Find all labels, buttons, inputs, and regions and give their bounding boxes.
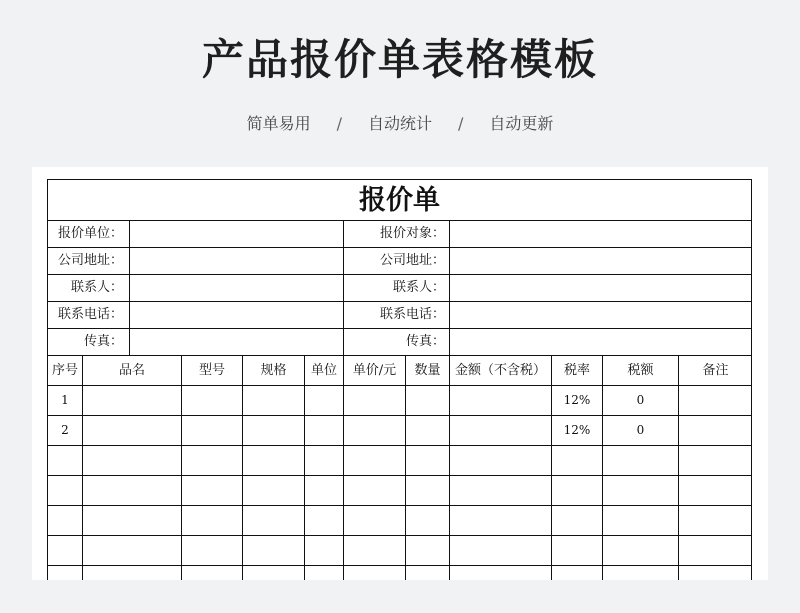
info-label-left[interactable]: 传真： — [83, 334, 123, 349]
table-cell[interactable] — [83, 446, 181, 475]
table-cell[interactable] — [182, 476, 242, 505]
tax-amount-cell[interactable]: 0 — [636, 393, 645, 407]
info-value-right[interactable] — [451, 248, 750, 274]
table-cell[interactable] — [450, 416, 551, 445]
info-value-right[interactable] — [451, 329, 750, 355]
table-cell[interactable] — [182, 386, 242, 415]
grid-line-info-col — [343, 220, 344, 355]
row-number-cell[interactable]: 1 — [61, 393, 69, 407]
table-cell[interactable] — [450, 506, 551, 535]
info-value-left[interactable] — [131, 248, 341, 274]
row-number-cell[interactable] — [48, 536, 82, 565]
info-label-right[interactable]: 公司地址： — [379, 253, 445, 268]
tax-rate-cell[interactable] — [552, 506, 602, 535]
grid-line-item-row — [47, 565, 752, 566]
tax-rate-cell[interactable] — [552, 536, 602, 565]
table-cell[interactable] — [450, 536, 551, 565]
table-cell[interactable] — [406, 446, 449, 475]
table-cell[interactable] — [182, 416, 242, 445]
table-cell[interactable] — [406, 416, 449, 445]
table-header-cell[interactable]: 数量 — [414, 363, 441, 378]
table-cell[interactable] — [679, 416, 752, 445]
table-cell[interactable] — [305, 386, 343, 415]
table-header-cell[interactable]: 税率 — [563, 363, 590, 378]
table-cell[interactable] — [679, 506, 752, 535]
info-label-left[interactable]: 公司地址： — [57, 253, 123, 268]
page-title: 产品报价单表格模板 — [201, 35, 598, 84]
table-cell[interactable] — [450, 476, 551, 505]
spreadsheet-card — [32, 167, 768, 580]
table-cell[interactable] — [344, 536, 405, 565]
table-cell[interactable] — [182, 536, 242, 565]
table-cell[interactable] — [344, 476, 405, 505]
table-cell[interactable] — [182, 506, 242, 535]
info-label-right[interactable]: 联系电话： — [379, 307, 445, 322]
info-label-left[interactable]: 联系人： — [70, 280, 123, 295]
tax-amount-cell[interactable] — [603, 536, 678, 565]
table-cell[interactable] — [344, 506, 405, 535]
table-cell[interactable] — [679, 386, 752, 415]
table-cell[interactable] — [83, 386, 181, 415]
table-cell[interactable] — [83, 506, 181, 535]
row-number-cell[interactable] — [48, 476, 82, 505]
tax-amount-cell[interactable] — [603, 446, 678, 475]
table-header-cell[interactable]: 金额（不含税） — [454, 363, 546, 378]
grid-line-top — [47, 179, 752, 180]
subtitle-separator: / — [458, 114, 464, 133]
info-value-right[interactable] — [451, 302, 750, 328]
info-label-left[interactable]: 报价单位： — [57, 226, 123, 241]
row-number-cell[interactable]: 2 — [61, 423, 69, 437]
table-cell[interactable] — [450, 446, 551, 475]
table-cell[interactable] — [679, 536, 752, 565]
row-number-cell[interactable] — [48, 446, 82, 475]
table-header-cell[interactable]: 规格 — [260, 363, 287, 378]
table-cell[interactable] — [243, 386, 304, 415]
info-value-left[interactable] — [131, 221, 341, 247]
table-cell[interactable] — [406, 536, 449, 565]
info-label-right[interactable]: 联系人： — [392, 280, 445, 295]
sheet-title: 报价单 — [359, 185, 440, 216]
table-cell[interactable] — [305, 416, 343, 445]
table-cell[interactable] — [243, 446, 304, 475]
table-cell[interactable] — [406, 386, 449, 415]
tax-amount-cell[interactable] — [603, 476, 678, 505]
tax-rate-cell[interactable] — [552, 476, 602, 505]
table-cell[interactable] — [83, 416, 181, 445]
table-cell[interactable] — [305, 446, 343, 475]
table-header-cell[interactable]: 备注 — [702, 363, 729, 378]
tax-rate-cell[interactable]: 12% — [563, 393, 591, 407]
table-cell[interactable] — [83, 476, 181, 505]
table-cell[interactable] — [83, 536, 181, 565]
subtitle-bar — [0, 112, 800, 136]
table-cell[interactable] — [243, 476, 304, 505]
info-value-left[interactable] — [131, 275, 341, 301]
table-cell[interactable] — [344, 446, 405, 475]
table-header-cell[interactable]: 品名 — [118, 363, 145, 378]
grid-line-info-col — [449, 220, 450, 355]
table-header-cell[interactable]: 单价/元 — [352, 363, 397, 378]
table-header-cell[interactable]: 税额 — [627, 363, 654, 378]
table-cell[interactable] — [243, 536, 304, 565]
table-cell[interactable] — [679, 446, 752, 475]
table-cell[interactable] — [243, 416, 304, 445]
table-cell[interactable] — [679, 476, 752, 505]
table-cell[interactable] — [344, 416, 405, 445]
table-cell[interactable] — [344, 386, 405, 415]
table-cell[interactable] — [305, 506, 343, 535]
table-cell[interactable] — [305, 536, 343, 565]
info-value-left[interactable] — [131, 329, 341, 355]
tax-amount-cell[interactable]: 0 — [636, 423, 645, 437]
table-header-cell[interactable]: 单位 — [310, 363, 337, 378]
tax-rate-cell[interactable] — [552, 446, 602, 475]
subtitle-feature-stats: 自动统计 — [367, 114, 432, 133]
info-label-left[interactable]: 联系电话： — [57, 307, 123, 322]
tax-rate-cell[interactable]: 12% — [563, 423, 591, 437]
info-value-right[interactable] — [451, 275, 750, 301]
table-cell[interactable] — [243, 506, 304, 535]
table-cell[interactable] — [406, 476, 449, 505]
subtitle-feature-easy: 简单易用 — [246, 114, 311, 133]
info-label-right[interactable]: 传真： — [405, 334, 445, 349]
info-label-right[interactable]: 报价对象： — [379, 226, 445, 241]
tax-amount-cell[interactable] — [603, 506, 678, 535]
subtitle-separator: / — [336, 114, 342, 133]
table-cell[interactable] — [406, 506, 449, 535]
table-header-cell[interactable]: 序号 — [51, 363, 78, 378]
info-value-left[interactable] — [131, 302, 341, 328]
table-header-cell[interactable]: 型号 — [198, 363, 225, 378]
row-number-cell[interactable] — [48, 506, 82, 535]
table-cell[interactable] — [305, 476, 343, 505]
table-cell[interactable] — [450, 386, 551, 415]
grid-line-info-col — [129, 220, 130, 355]
quotation-sheet — [47, 179, 752, 580]
subtitle-feature-update: 自动更新 — [489, 114, 554, 133]
table-cell[interactable] — [182, 446, 242, 475]
info-value-right[interactable] — [451, 221, 750, 247]
